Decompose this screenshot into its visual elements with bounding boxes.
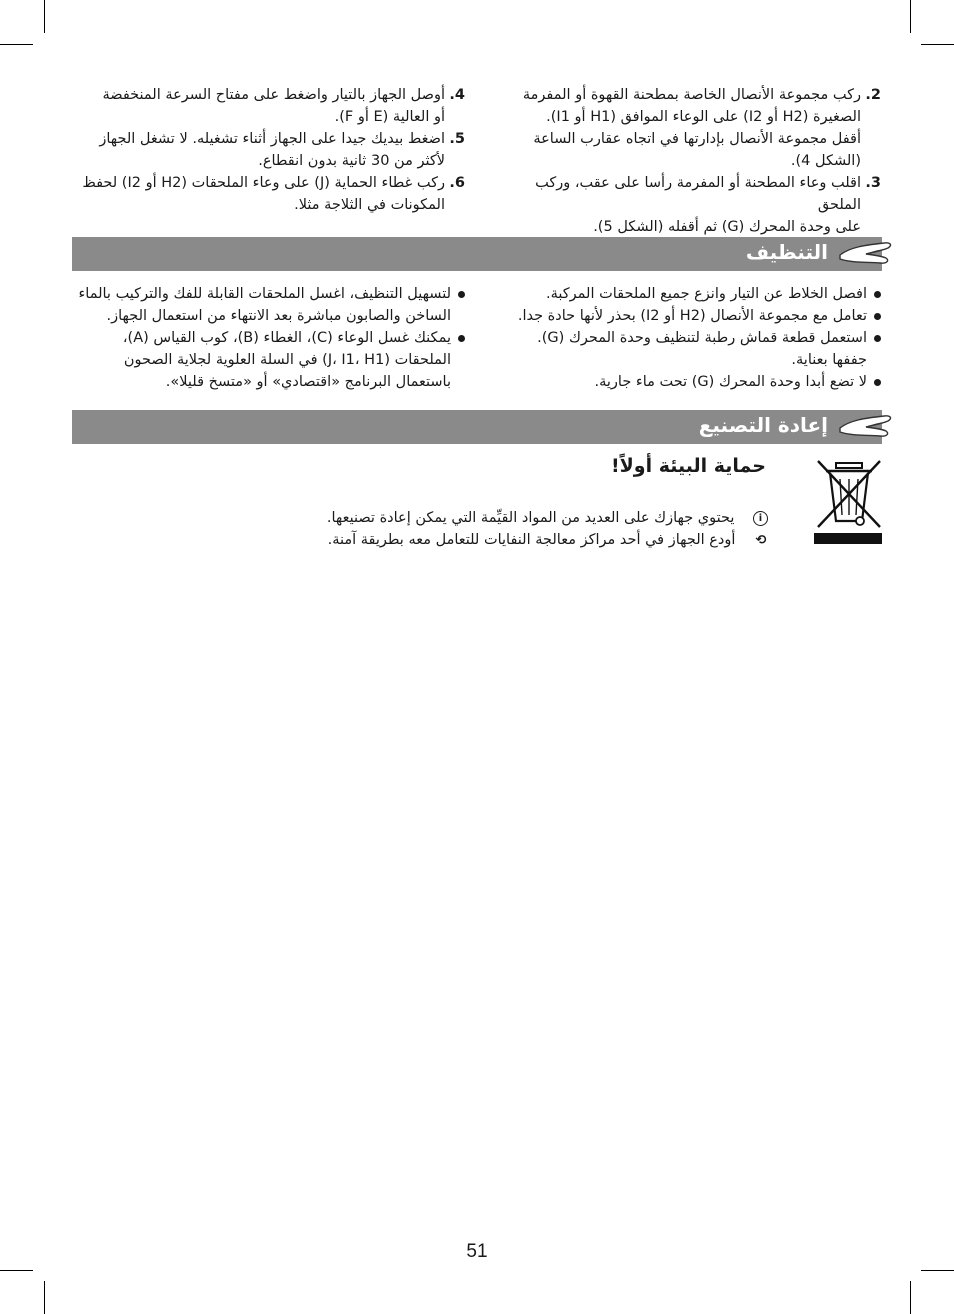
page-number: 51 [466,1241,488,1262]
section-band-recycling [72,410,882,444]
hand-pointer-icon [836,412,896,442]
step-line: أو العالية (E أو F). [334,109,445,125]
cleaning-left-column [72,283,465,393]
crop-mark [910,0,911,33]
bullet-item [488,283,881,305]
bullet-line: تعامل مع مجموعة الأنصال (H2 أو I2) بحذر لأنها حادة جدا. [517,308,867,324]
step-line: الصغيرة (H2 أو I2) على الوعاء الموافق (H1 أو I1). [546,109,861,125]
step-number: 5. [449,131,465,147]
section-title-cleaning: التنظيف [745,240,828,264]
cleaning-right-column [488,283,881,393]
crop-mark [44,0,45,33]
crop-mark [910,1281,911,1314]
step-line: على وحدة المحرك (G) ثم أقفله (الشكل 5). [593,219,861,235]
step-line: اقلب وعاء المطحنة أو المفرمة رأسا على عقب، وركب الملحق [535,175,861,213]
env-heading: حماية البيئة أولاً! [610,455,766,477]
env-line: أودع الجهاز في أحد مراكز معالجة النفايات للتعامل معه بطريقة آمنة. [327,532,736,548]
step-line: ركب غطاء الحماية (J) على وعاء الملحقات (H2 أو I2) لحفظ [82,175,445,191]
step-line: لأكثر من 30 ثانية بدون انقطاع. [258,153,445,169]
bullet-line: استعمل قطعة قماش رطبة لتنظيف وحدة المحرك (G). [537,330,867,346]
bullet-line: يمكنك غسل الوعاء (C)، الغطاء (B)، كوب القياس (A)، [122,330,451,346]
step-line: ركب مجموعة الأنصال الخاصة بمطحنة القهوة أو المفرمة [522,87,861,103]
crossed-bin-icon [814,459,884,547]
bullet-dot [874,379,881,386]
bullet-dot [458,335,465,342]
bullet-item [488,371,881,393]
section-title-recycling: إعادة التصنيع [698,413,828,437]
step-number: 4. [449,87,465,103]
info-circle-icon: i [753,511,768,526]
step-number: 6. [449,175,465,191]
bullet-line: الساخن والصابون مباشرة بعد الانتهاء من استعمال الجهاز. [106,308,451,324]
step-line: اضغط بيديك جيدا على الجهاز أثناء تشغيله. لا تشغل الجهاز [99,131,445,147]
instructions-right-column [488,84,881,238]
section-band-cleaning [72,237,882,271]
bullet-item [72,327,465,393]
bullet-line: لا تضع أبدا وحدة المحرك (G) تحت ماء جارية. [594,374,867,390]
step-line: (الشكل 4). [790,153,861,169]
bullet-item [72,283,465,327]
crop-mark [921,1270,954,1271]
step-item [488,172,881,238]
crop-mark [921,44,954,45]
step-item [72,128,465,172]
bullet-line: الملحقات (J، I1، H1) في السلة العلوية لجلاية الصحون [123,352,451,368]
bullet-line: باستعمال البرنامج «اقتصادي» أو «متسخ قليلا». [165,374,451,390]
bullet-dot [874,335,881,342]
bullet-dot [874,291,881,298]
env-line: يحتوي جهازك على العديد من المواد القيِّمة التي يمكن إعادة تصنيعها. [326,510,735,526]
crop-mark [0,44,33,45]
step-item [72,172,465,216]
bullet-line: افصل الخلاط عن التيار وانزع جميع الملحقات المركبة. [546,286,867,302]
crop-mark [44,1281,45,1314]
bullet-dot [874,313,881,320]
step-line: المكونات في الثلاجة مثلا. [294,197,445,213]
instructions-left-column [72,84,465,216]
crop-mark [0,1270,33,1271]
bullet-item [488,305,881,327]
step-line: أوصل الجهاز بالتيار واضغط على مفتاح السرعة المنخفضة [102,87,445,103]
hand-pointer-icon [836,239,896,269]
step-number: 3. [865,175,881,191]
step-line: أقفل مجموعة الأنصال بإدارتها في اتجاه عقارب الساعة [533,131,861,147]
bullet-item [488,327,881,371]
env-line-row [327,507,768,529]
env-line-row [328,529,768,552]
recycle-arrows-icon: ⟲ [755,533,767,548]
bullet-dot [458,291,465,298]
step-item [488,84,881,172]
step-item [72,84,465,128]
bullet-line: جففها بعناية. [791,352,867,368]
step-number: 2. [865,87,881,103]
bullet-line: لتسهيل التنظيف، اغسل الملحقات القابلة للفك والتركيب بالماء [78,286,451,302]
